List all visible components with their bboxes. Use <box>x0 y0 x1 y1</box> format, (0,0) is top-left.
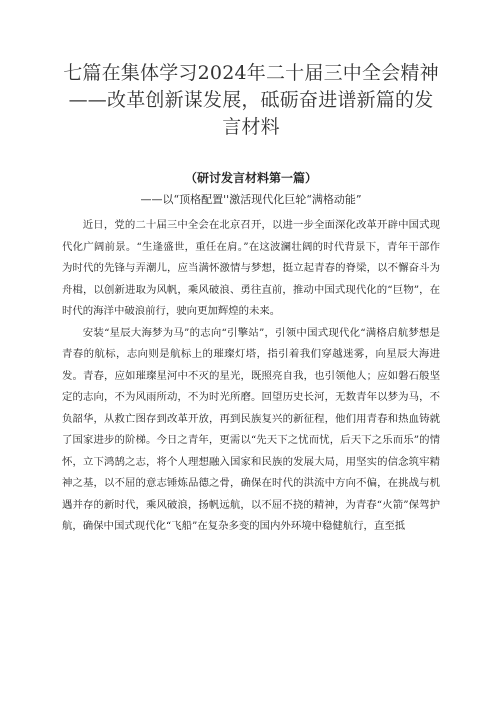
body-paragraph-1: 近日，党的二十届三中全会在北京召开，以进一步全面深化改革开辟中国式现代化广阔前景。“生逢盛世，重任在肩。”在这波澜壮阔的时代背景下，青年干部作为时代的先锋与弄潮儿，应当满怀激情与梦想，挺立起青春的脊梁，以不懈奋斗为舟楫，以创新进取为风帆，乘风破浪、勇往直前，推动中国式现代化的“巨物”，在时代的海洋中破浪前行，驶向更加辉煌的未来。 <box>62 219 440 317</box>
document-title: 七篇在集体学习2024年二十届三中全会精神——改革创新谋发展，砥砺奋进谱新篇的发言材料 <box>63 62 439 138</box>
section-heading: （研讨发言材料第一篇） <box>184 171 317 185</box>
section-subtitle: ——以“顶格配置''激活现代化巨轮“满格动能” <box>140 193 362 206</box>
body-paragraph-2: 安装“星辰大海梦为马”的志向“引擎站”，引领中国式现代化“满格启航梦想是青春的航标，志向则是航标上的璀璨灯塔，指引着我们穿越迷雾，向星辰大海进发。青春，应如璀璨星河中不灭的星光，既照亮自我，也引领他人；应如磐石般坚定的志向，不为风雨所动，不为时光所磨。回望历史长河，无数青年以梦为马，不负韶华，从救亡图存到改革开放，再到民族复兴的新征程，他们用青春和热血铸就了国家进步的阶梯。今日之青年，更需以“先天下之忧而忧，后天下之乐而乐”的情怀，立下鸿鹄之志，将个人理想融入国家和民族的发展大局，用坚实的信念筑牢精神之基，以不屈的意志锤炼品德之骨，确保在时代的洪流中方向不偏，在挑战与机遇并存的新时代，乘风破浪，扬帆远航，以不屈不挠的精神，为青春“火箭”保驾护航，确保中国式现代化“飞船”在复杂多变的国内外环境中稳健航行，直至抵 <box>62 326 440 532</box>
